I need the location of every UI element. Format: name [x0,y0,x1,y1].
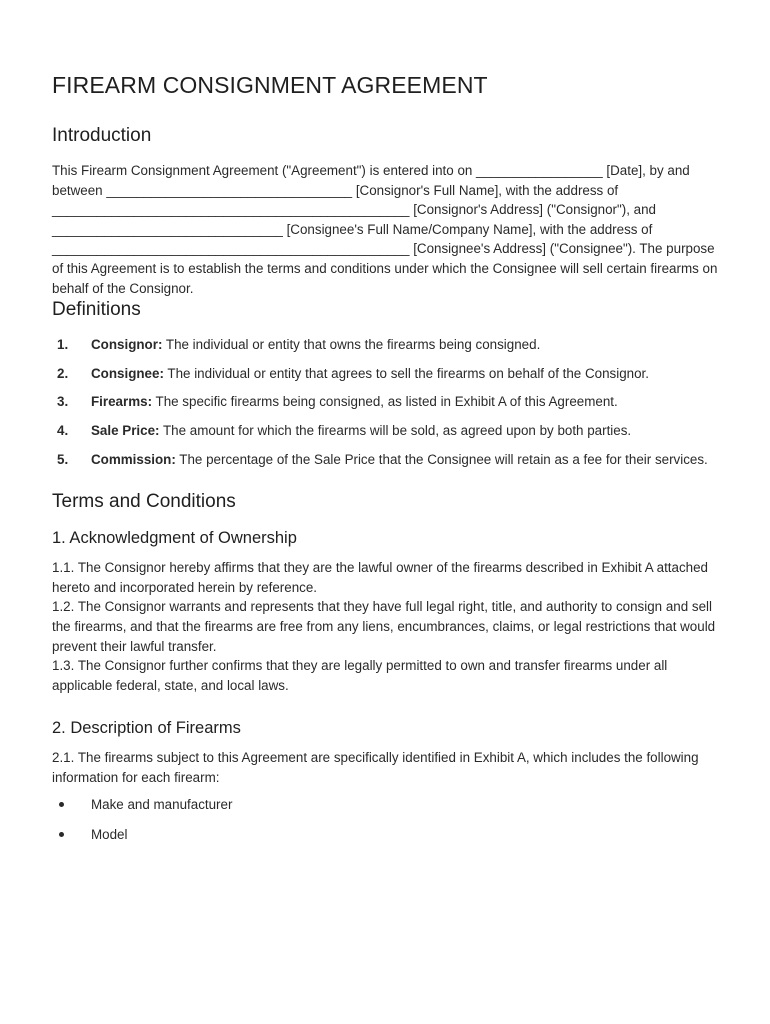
firearm-info-list [52,795,718,844]
list-item-text: Model [91,827,128,843]
bullet-icon [59,802,64,807]
definition-term: Consignee: [91,365,164,381]
definition-text: The amount for which the firearms will be sold, as agreed upon by both parties. [159,422,632,438]
definition-text: The individual or entity that owns the firearms being consigned. [162,337,541,353]
definitions-section [52,298,718,469]
definition-text: The specific firearms being consigned, as listed in Exhibit A of this Agreement. [152,394,618,410]
definition-item [52,364,718,384]
terms-section [52,490,718,845]
introduction-paragraph: This Firearm Consignment Agreement ("Agreement") is entered into on _________________ [Date], by and between _________________________________ [Consignor's Full Name], with the address of ________________________________________________ [Consignor's Address] ("Consignor"), and _______________________________ [Consignee's Full Name/Company Name], with the address of ________________________________________________ [Consignee's Address] ("Consignee"). The purpose of this Agreement is to establish the terms and conditions under which the Consignee will sell certain firearms on behalf of the Consignor. [52,163,718,296]
introduction-section [52,124,718,298]
definition-term: Consignor: [91,337,163,353]
terms-heading: Terms and Conditions [52,491,236,513]
document-title: FIREARM CONSIGNMENT AGREEMENT [52,72,488,98]
definitions-heading: Definitions [52,299,141,321]
clause-1-3: 1.3. The Consignor further confirms that they are legally permitted to own and transfer firearms under all applicable federal, state, and local laws. [52,658,668,693]
definition-item [52,421,718,441]
definitions-list [52,335,718,469]
definition-text: The individual or entity that agrees to sell the firearms on behalf of the Consignor. [163,365,649,381]
list-item-text: Make and manufacturer [91,797,233,813]
list-item [52,795,718,815]
clause-1-1: 1.1. The Consignor hereby affirms that they are the lawful owner of the firearms described in Exhibit A attached hereto and incorporated herein by reference. [52,560,709,595]
description-heading: 2. Description of Firearms [52,719,241,738]
clause-2-1: 2.1. The firearms subject to this Agreement are specifically identified in Exhibit A, which includes the following information for each firearm: [52,750,699,785]
clause-1-2: 1.2. The Consignor warrants and represents that they have full legal right, title, and authority to consign and sell the firearms, and that the firearms are free from any liens, encumbrances, claims, or legal restrictions that would prevent their lawful transfer. [52,599,716,654]
definition-number: 5. [57,451,69,467]
list-item [52,825,718,845]
definition-number: 1. [57,337,69,353]
definition-item [52,392,718,412]
definition-text: The percentage of the Sale Price that the Consignee will retain as a fee for their services. [175,451,708,467]
definition-number: 3. [57,394,69,410]
definition-number: 2. [57,365,69,381]
acknowledgment-heading: 1. Acknowledgment of Ownership [52,529,297,548]
definition-item [52,450,718,470]
bullet-icon [59,832,64,837]
acknowledgment-subsection [52,527,718,695]
description-subsection [52,717,718,844]
definition-term: Sale Price: [91,422,160,438]
definition-number: 4. [57,422,69,438]
definition-term: Firearms: [91,394,153,410]
introduction-heading: Introduction [52,125,152,146]
definition-item [52,335,718,355]
definition-term: Commission: [91,451,176,467]
